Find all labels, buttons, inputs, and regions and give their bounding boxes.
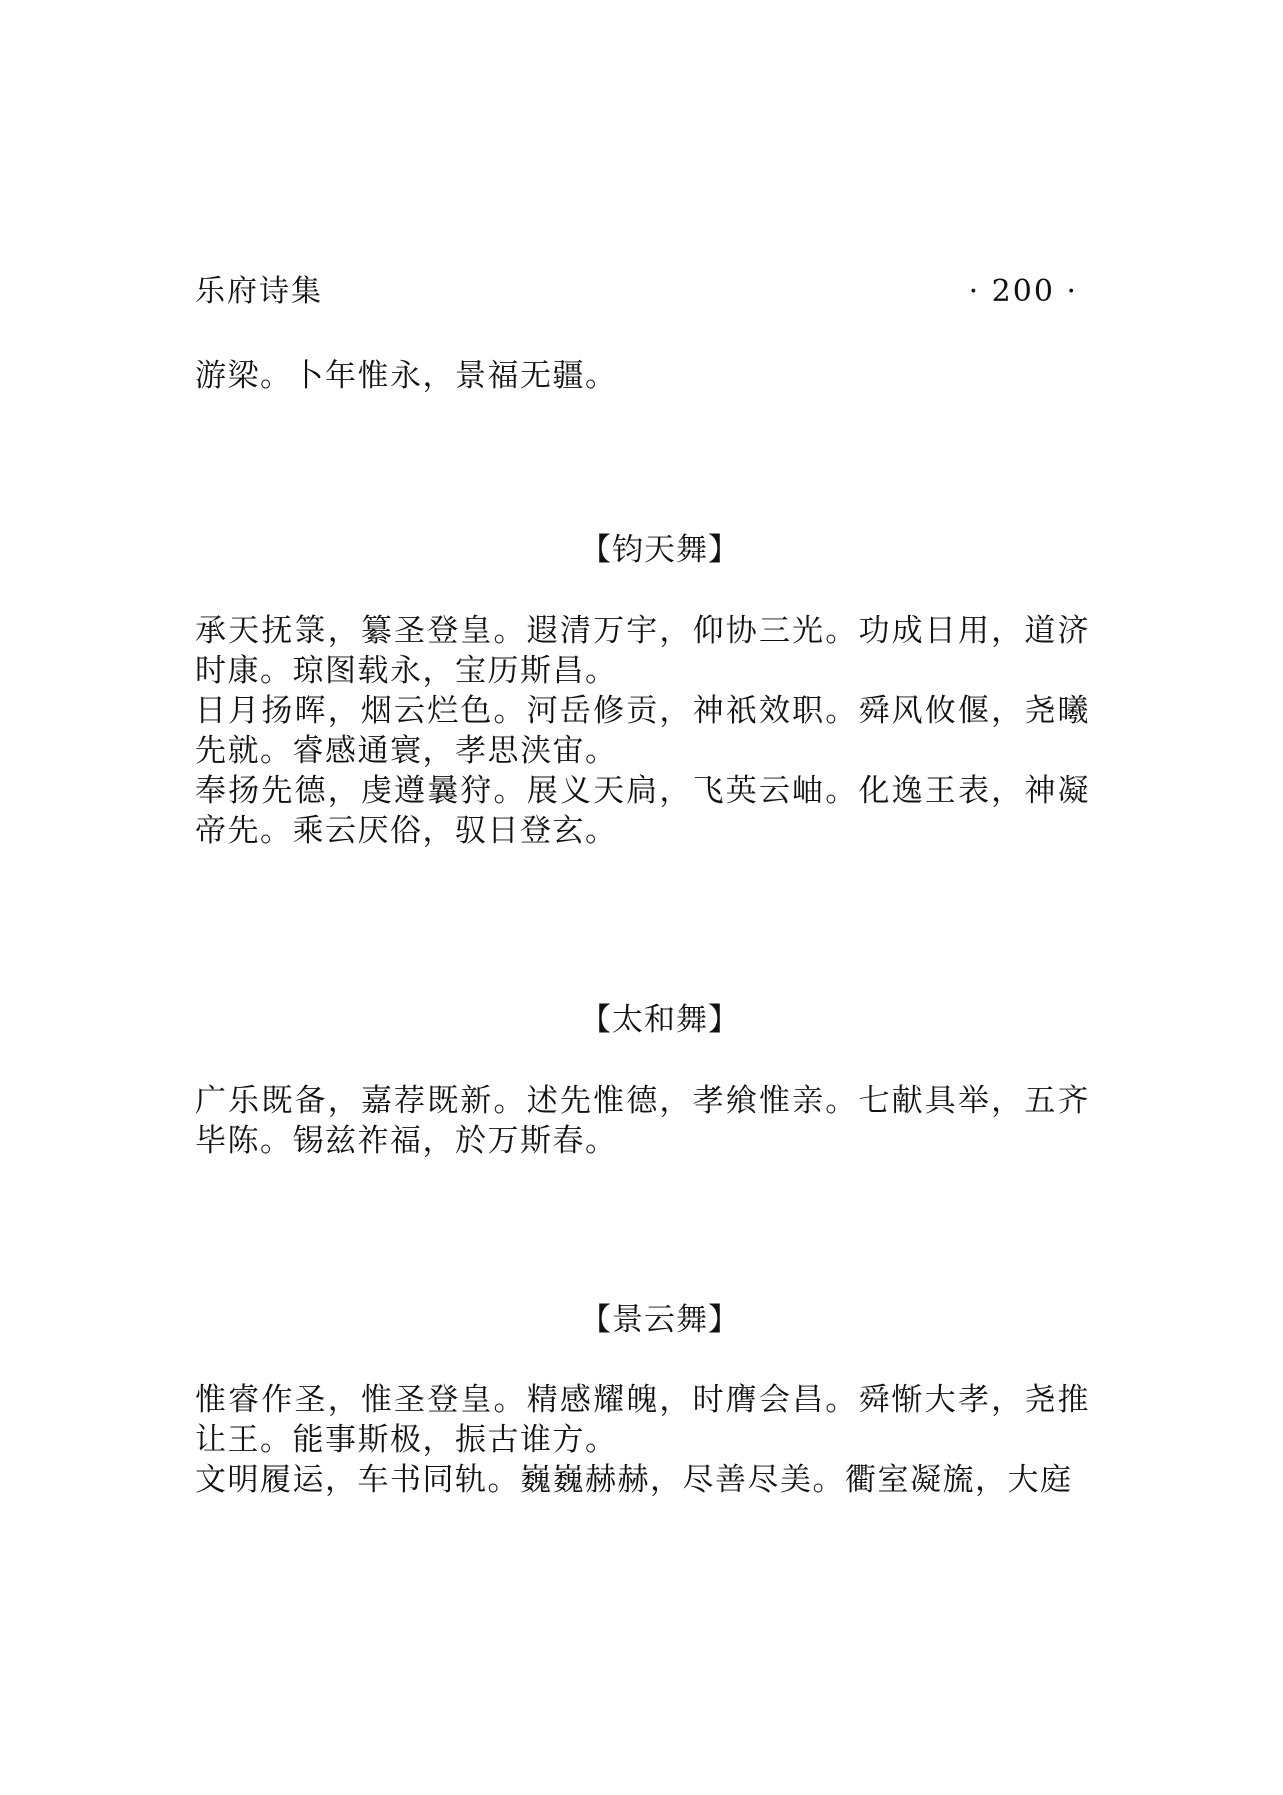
paragraph: 广乐既备，嘉荐既新。述先惟德，孝飨惟亲。七献具举，五齐毕陈。锡兹祚福，於万斯春。	[195, 1083, 1090, 1159]
paragraph: 惟睿作圣，惟圣登皇。精感耀魄，时膺会昌。舜惭大孝，尧推让王。能事斯极，振古谁方。	[195, 1382, 1090, 1458]
continuation-paragraph	[195, 356, 1090, 396]
section-heading: 【太和舞】	[580, 1002, 740, 1038]
paragraph: 日月扬晖，烟云烂色。河岳修贡，神祇效职。舜风攸偃，尧曦先就。睿感通寰，孝思浃宙。	[195, 693, 1090, 769]
paragraph: 游梁。卜年惟永，景福无疆。	[195, 358, 618, 394]
paragraph: 承天抚箓，纂圣登皇。遐清万宇，仰协三光。功成日用，道济时康。琼图载永，宝历斯昌。	[195, 613, 1090, 689]
section-heading: 【景云舞】	[580, 1302, 740, 1338]
section-heading: 【钧天舞】	[580, 532, 740, 568]
section-body	[195, 1081, 1090, 1161]
section-body	[195, 611, 1090, 851]
section-body	[195, 1380, 1090, 1500]
paragraph: 奉扬先德，虔遵曩狩。展义天扃，飞英云岫。化逸王表，神凝帝先。乘云厌俗，驭日登玄。	[195, 773, 1090, 849]
paragraph: 文明履运，车书同轨。巍巍赫赫，尽善尽美。衢室凝旒，大庭	[195, 1462, 1073, 1498]
page-number: · 200 ·	[968, 274, 1078, 309]
running-title: 乐府诗集	[195, 274, 323, 309]
